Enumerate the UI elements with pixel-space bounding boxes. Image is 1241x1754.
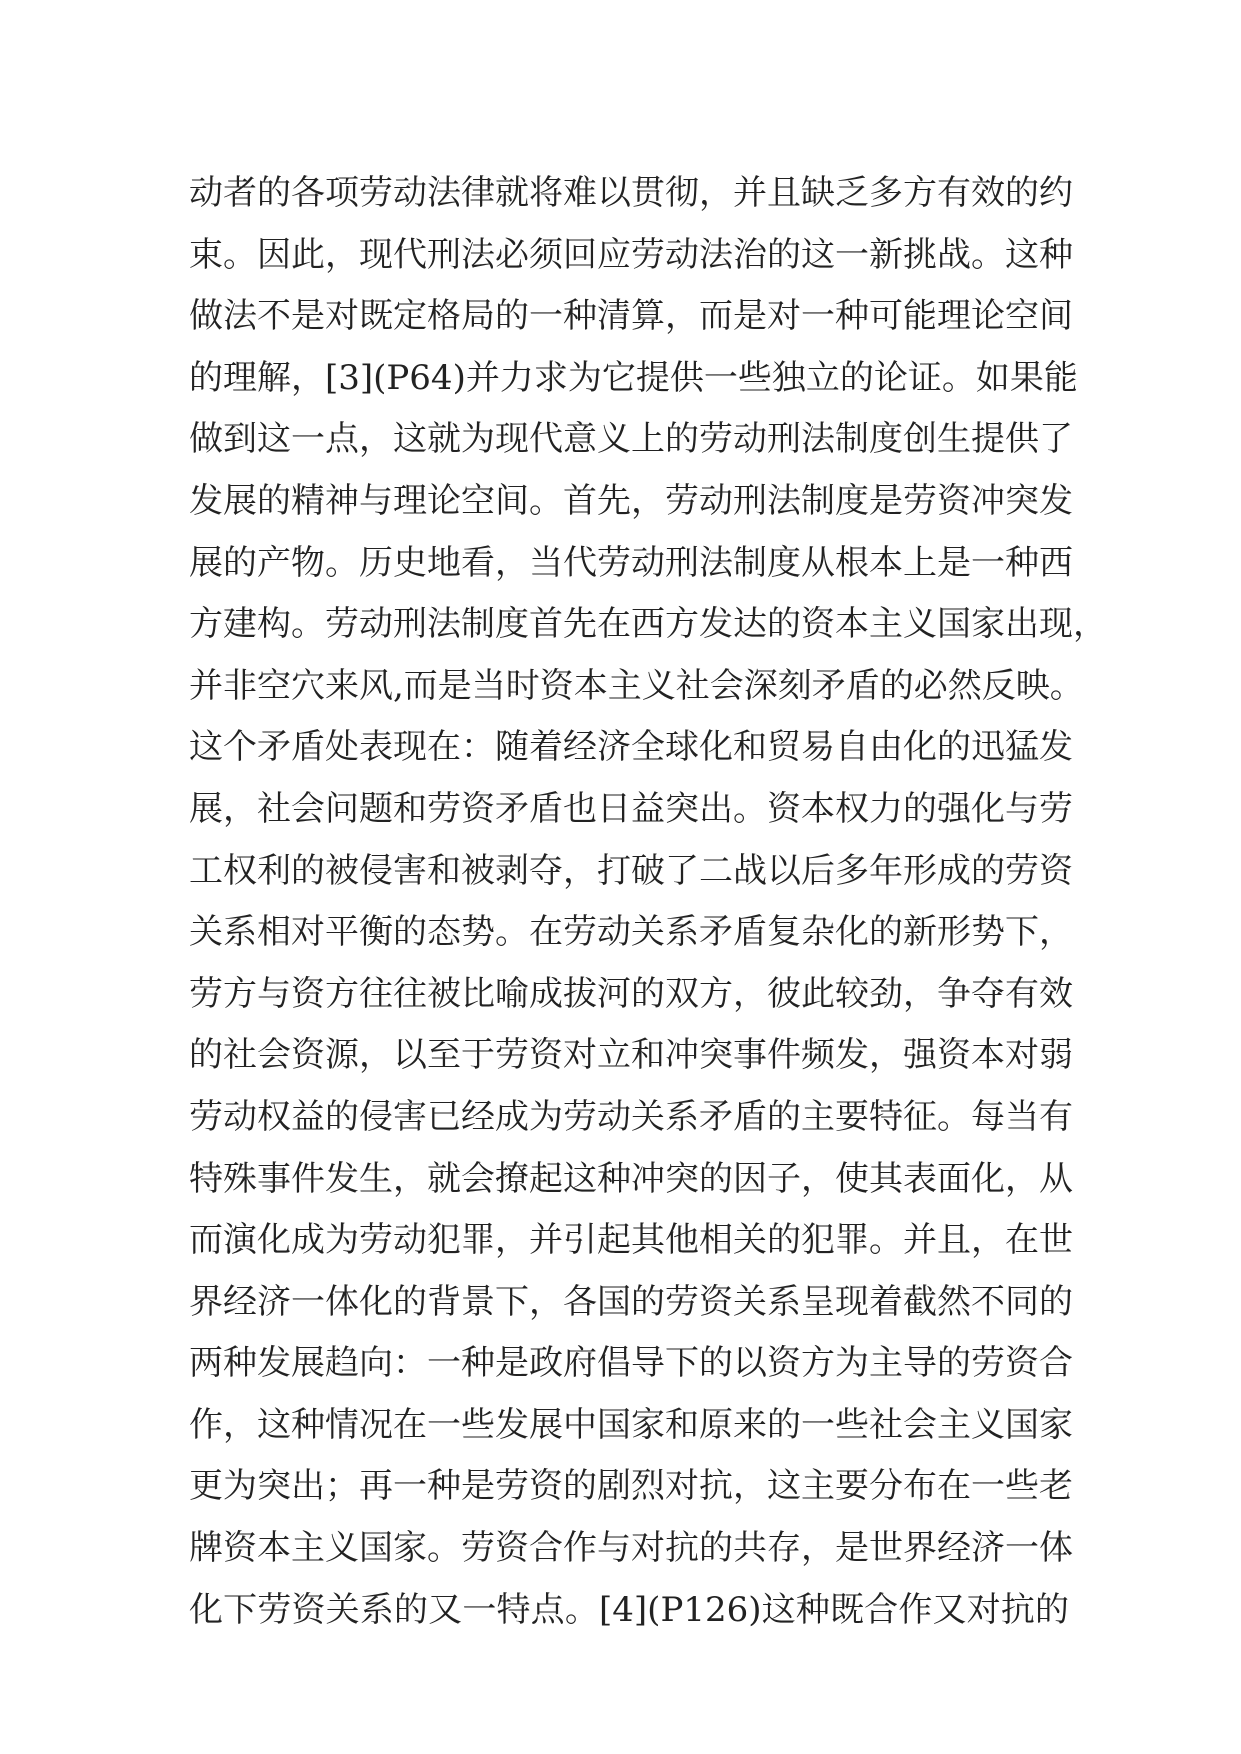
text-line: 牌资本主义国家。劳资合作与对抗的共存，是世界经济一体 <box>189 1528 1073 1569</box>
text-line: 束。因此，现代刑法必须回应劳动法治的这一新挑战。这种 <box>189 234 1073 275</box>
text-line: 化下劳资关系的又一特点。[4](P126)这种既合作又对抗的 <box>189 1589 1069 1630</box>
text-line: 更为突出；再一种是劳资的剧烈对抗，这主要分布在一些老 <box>189 1466 1073 1507</box>
text-line: 展，社会问题和劳资矛盾也日益突出。资本权力的强化与劳 <box>189 788 1073 829</box>
text-line: 方建构。劳动刑法制度首先在西方发达的资本主义国家出现， <box>189 604 1107 645</box>
text-line: 发展的精神与理论空间。首先，劳动刑法制度是劳资冲突发 <box>189 480 1073 521</box>
text-line: 界经济一体化的背景下，各国的劳资关系呈现着截然不同的 <box>189 1281 1073 1322</box>
text-line: 劳方与资方往往被比喻成拔河的双方，彼此较劲，争夺有效 <box>189 973 1073 1014</box>
text-line: 动者的各项劳动法律就将难以贯彻，并且缺乏多方有效的约 <box>189 173 1073 213</box>
text-line: 这个矛盾处表现在：随着经济全球化和贸易自由化的迅猛发 <box>189 727 1073 768</box>
text-line: 做到这一点，这就为现代意义上的劳动刑法制度创生提供了 <box>189 419 1073 460</box>
text-line: 作，这种情况在一些发展中国家和原来的一些社会主义国家 <box>189 1404 1073 1445</box>
text-line: 工权利的被侵害和被剥夺，打破了二战以后多年形成的劳资 <box>189 850 1073 891</box>
text-line: 而演化成为劳动犯罪，并引起其他相关的犯罪。并且，在世 <box>189 1220 1073 1261</box>
text-line: 两种发展趋向：一种是政府倡导下的以资方为主导的劳资合 <box>189 1343 1073 1384</box>
text-line: 展的产物。历史地看，当代劳动刑法制度从根本上是一种西 <box>189 542 1073 583</box>
text-line: 的社会资源，以至于劳资对立和冲突事件频发，强资本对弱 <box>189 1035 1073 1076</box>
body-paragraph <box>189 163 1107 1641</box>
text-line: 的理解，[3](P64)并力求为它提供一些独立的论证。如果能 <box>189 357 1078 398</box>
text-line: 关系相对平衡的态势。在劳动关系矛盾复杂化的新形势下， <box>189 912 1073 953</box>
text-line: 特殊事件发生，就会撩起这种冲突的因子，使其表面化，从 <box>189 1158 1073 1199</box>
text-line: 并非空穴来风,而是当时资本主义社会深刻矛盾的必然反映。 <box>189 665 1084 706</box>
text-line: 劳动权益的侵害已经成为劳动关系矛盾的主要特征。每当有 <box>189 1096 1073 1137</box>
text-line: 做法不是对既定格局的一种清算，而是对一种可能理论空间 <box>189 296 1073 337</box>
